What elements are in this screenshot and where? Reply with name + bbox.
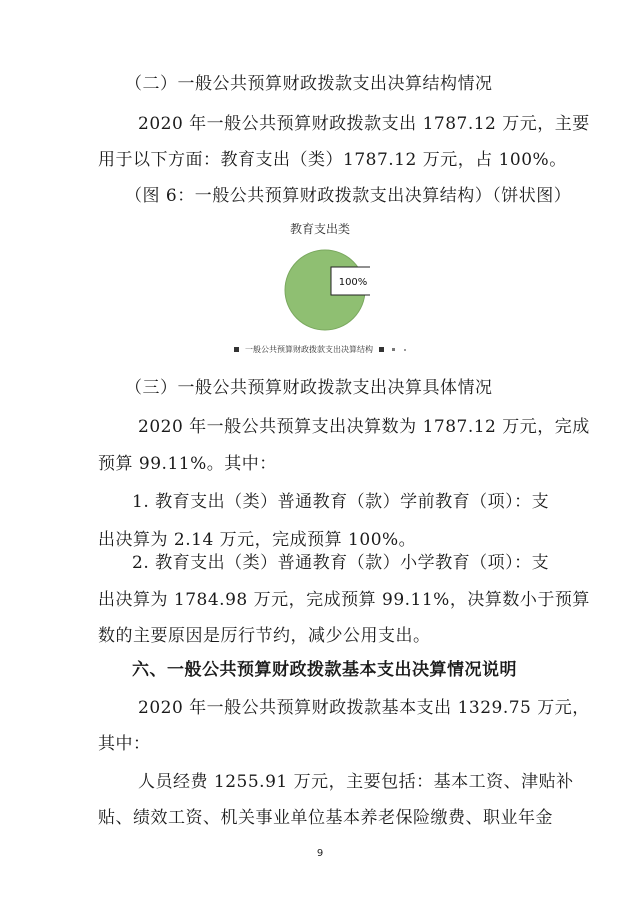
section-3-paragraph-line-2: 预算 99.11%。其中： <box>98 454 277 474</box>
item-2-line-2: 出决算为 1784.98 万元，完成预算 99.11%，决算数小于预算 <box>98 590 590 610</box>
section-2-heading: （二）一般公共预算财政拨款支出决算结构情况 <box>125 74 493 94</box>
personnel-funds-line-1: 人员经费 1255.91 万元，主要包括：基本工资、津贴补 <box>138 772 574 792</box>
chart-title: 教育支出类 <box>289 222 350 236</box>
section-3-paragraph-line-1: 2020 年一般公共预算支出决算数为 1787.12 万元，完成 <box>138 417 590 437</box>
pie-chart-svg <box>280 245 370 335</box>
legend-label: 一般公共预算财政拨款支出决算结构 <box>244 345 373 354</box>
section-2-paragraph-line-1: 2020 年一般公共预算财政拨款支出 1787.12 万元，主要 <box>138 114 590 134</box>
item-2-line-1: 2. 教育支出（类）普通教育（款）小学教育（项）：支 <box>132 553 550 573</box>
legend-marker-icon <box>379 347 384 352</box>
legend-dot-icon <box>404 349 406 351</box>
legend-marker-icon <box>234 347 239 352</box>
section-6-heading: 六、一般公共预算财政拨款基本支出决算情况说明 <box>132 660 517 680</box>
item-2-line-3: 数的主要原因是厉行节约，减少公用支出。 <box>98 626 431 646</box>
pie-data-label: 100% <box>338 277 368 288</box>
page-number: 9 <box>316 848 324 859</box>
pie-chart <box>280 245 370 335</box>
section-3-heading: （三）一般公共预算财政拨款支出决算具体情况 <box>125 378 493 398</box>
section-6-paragraph-line-1: 2020 年一般公共预算财政拨款基本支出 1329.75 万元， <box>138 698 590 718</box>
section-2-paragraph-line-2: 用于以下方面：教育支出（类）1787.12 万元，占 100%。 <box>98 150 567 170</box>
item-1-line-1: 1. 教育支出（类）普通教育（款）学前教育（项）：支 <box>132 492 550 512</box>
section-6-paragraph-line-2: 其中： <box>98 734 151 754</box>
chart-legend <box>0 344 640 355</box>
item-1-line-2: 出决算为 2.14 万元，完成预算 100%。 <box>98 530 417 550</box>
legend-dot-icon <box>392 348 395 351</box>
personnel-funds-line-2: 贴、绩效工资、机关事业单位基本养老保险缴费、职业年金 <box>98 808 553 828</box>
figure-caption: （图 6：一般公共预算财政拨款支出决算结构）（饼状图） <box>125 186 572 206</box>
